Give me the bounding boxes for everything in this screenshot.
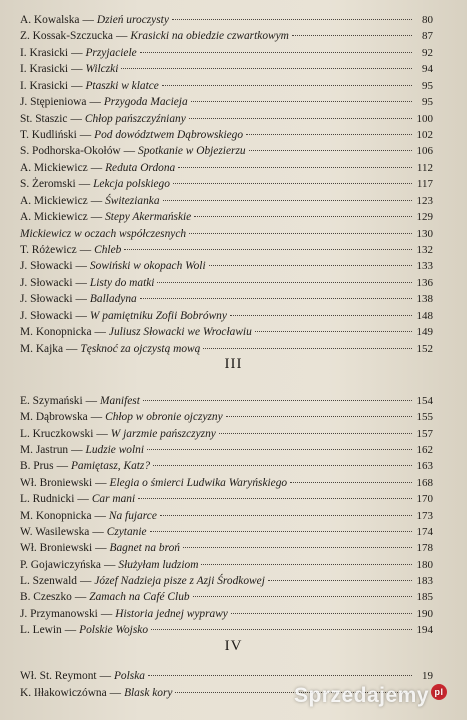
entry-dash: —	[82, 14, 94, 26]
entry-dash: —	[94, 326, 106, 339]
entry-dash: —	[71, 46, 83, 59]
entry-title: Dzień uroczysty	[96, 14, 169, 26]
entry-page-number: 130	[416, 227, 433, 240]
entry-author: L. Lewin	[20, 624, 62, 637]
entry-dash: —	[78, 178, 91, 191]
entry-page-number: 94	[422, 63, 433, 76]
entry-author: J. Słowacki	[20, 260, 73, 273]
dot-leader	[226, 416, 412, 417]
watermark-text: Sprzedajemy	[293, 684, 429, 707]
toc-entry	[20, 45, 433, 61]
entry-author: S. Podhorska-Okołów	[20, 145, 121, 158]
toc-entry	[20, 242, 433, 258]
toc-entry	[20, 143, 433, 159]
entry-page-number: 149	[416, 326, 433, 339]
entry-page-number: 117	[416, 178, 433, 191]
toc-entry	[20, 275, 433, 291]
toc-entry	[20, 209, 433, 225]
entry-title: Polskie Wojsko	[79, 624, 149, 637]
entry-page-number: 154	[416, 395, 433, 407]
entry-dash: —	[100, 607, 113, 620]
entry-page-number: 180	[416, 558, 433, 571]
entry-author: L. Szenwald	[20, 574, 77, 587]
entry-dash: —	[95, 542, 107, 555]
entry-dash: —	[70, 112, 82, 125]
entry-dash: —	[99, 670, 111, 682]
toc-entry	[20, 622, 433, 638]
toc-entry	[20, 442, 433, 458]
dot-leader	[173, 183, 412, 184]
entry-author: A. Kowalska	[20, 14, 80, 26]
entry-page-number: 136	[416, 276, 433, 289]
entry-title: Ludzie wolni	[85, 444, 145, 457]
toc-entry	[20, 12, 433, 28]
toc-entry	[20, 393, 433, 409]
entry-author: M. Konopnicka	[20, 509, 92, 522]
entry-page-number: 162	[416, 444, 433, 457]
entry-dash: —	[95, 476, 107, 489]
entry-author: P. Gojawiczyńska	[20, 558, 101, 571]
toc-entry	[20, 226, 433, 242]
entry-title: Wilczki	[85, 63, 119, 76]
toc-entry	[20, 341, 433, 357]
entry-title: Józef Nadzieja pisze z Azji Środkowej	[94, 574, 265, 587]
dot-leader	[231, 613, 412, 614]
entry-author: A. Mickiewicz	[20, 211, 88, 224]
entry-page-number: 87	[422, 30, 433, 43]
entry-title: Bagnet na broń	[109, 542, 180, 555]
dot-leader	[162, 85, 412, 86]
entry-dash: —	[92, 525, 104, 538]
entry-title: Spotkanie w Objezierzu	[138, 145, 246, 158]
dot-leader	[219, 433, 412, 434]
toc-entry	[20, 324, 433, 340]
entry-page-number: 100	[416, 112, 433, 125]
entry-title: Mickiewicz w oczach współczesnych	[20, 227, 187, 240]
entry-title: Przyjaciele	[85, 46, 137, 59]
entry-author: W. Wasilewska	[20, 525, 90, 538]
entry-page-number: 132	[416, 244, 433, 257]
entry-author: Wł. Broniewski	[20, 542, 93, 555]
entry-author: A. Mickiewicz	[20, 194, 88, 207]
entry-page-number: 190	[416, 607, 433, 620]
dot-leader	[178, 167, 412, 168]
entry-author: J. Przymanowski	[20, 607, 98, 620]
entry-page-number: 185	[416, 591, 433, 604]
entry-author: St. Staszic	[20, 112, 68, 125]
entry-author: J. Stępieniowa	[20, 96, 87, 109]
entry-dash: —	[90, 411, 103, 424]
toc-entry	[20, 475, 433, 491]
toc-entry	[20, 160, 433, 176]
dot-leader	[160, 515, 412, 516]
toc-entry	[20, 176, 433, 192]
entry-title: Pod dowództwem Dąbrowskiego	[94, 129, 244, 141]
entry-page-number: 133	[416, 260, 433, 273]
toc-entry	[20, 28, 433, 44]
entry-page-number: 173	[416, 509, 433, 522]
entry-dash: —	[90, 194, 103, 207]
entry-dash: —	[71, 444, 83, 457]
dot-leader	[143, 400, 412, 401]
toc-entry	[20, 258, 433, 274]
entry-page-number: 112	[416, 161, 433, 174]
entry-page-number: 178	[416, 542, 433, 555]
entry-dash: —	[90, 211, 103, 224]
entry-title: Chłop w obronie ojczyzny	[105, 411, 223, 424]
entry-title: Stepy Akermańskie	[105, 211, 192, 224]
entry-author: B. Czeszko	[20, 591, 72, 604]
entry-title: Czytanie	[106, 525, 147, 538]
entry-author: M. Jastrun	[20, 444, 69, 457]
entry-title: Krasicki na obiedzie czwartkowym	[130, 30, 289, 43]
dot-leader	[246, 134, 412, 135]
toc-entry	[20, 573, 433, 589]
toc-entry	[20, 557, 433, 573]
entry-author: M. Konopnicka	[20, 326, 92, 339]
entry-author: I. Krasicki	[20, 46, 69, 59]
entry-title: W jarzmie pańszczyzny	[110, 427, 216, 440]
entry-dash: —	[75, 260, 87, 273]
dot-leader	[148, 675, 412, 676]
entry-title: Car mani	[91, 493, 136, 506]
entry-title: Zamach na Café Club	[89, 591, 190, 604]
entry-page-number: 183	[416, 574, 433, 587]
dot-leader	[147, 449, 412, 450]
entry-title: Reduta Ordona	[105, 161, 176, 174]
dot-leader	[124, 249, 412, 250]
entry-dash: —	[66, 342, 78, 355]
dot-leader	[150, 531, 412, 532]
entry-dash: —	[79, 244, 92, 257]
entry-page-number: 123	[416, 194, 433, 207]
dot-leader	[268, 580, 412, 581]
entry-dash: —	[96, 427, 108, 440]
entry-title: Pamiętasz, Katz?	[70, 460, 151, 473]
entry-author: M. Dąbrowska	[20, 411, 88, 424]
entry-page-number: 92	[422, 46, 433, 59]
entry-title: Ptaszki w klatce	[85, 79, 159, 92]
entry-title: Świtezianka	[105, 194, 160, 207]
dot-leader	[172, 19, 412, 20]
dot-leader	[203, 348, 412, 349]
entry-dash: —	[109, 687, 122, 699]
entry-dash: —	[64, 624, 77, 637]
toc-entry	[20, 291, 433, 307]
entry-author: M. Kajka	[20, 342, 64, 355]
entry-page-number: 148	[416, 309, 433, 322]
toc-entry	[20, 111, 433, 127]
entry-dash: —	[116, 30, 128, 43]
entry-title: Balladyna	[89, 293, 137, 306]
entry-dash: —	[90, 161, 103, 174]
entry-page-number: 157	[416, 427, 433, 440]
entry-author: Wł. St. Reymont	[20, 670, 97, 682]
entry-author: A. Mickiewicz	[20, 161, 88, 174]
entry-title: Manifest	[100, 395, 140, 407]
entry-dash: —	[71, 79, 83, 92]
toc-entry	[20, 606, 433, 622]
entry-page-number: 95	[422, 79, 433, 92]
dot-leader	[183, 547, 412, 548]
entry-title: Chłop pańszczyźniany	[84, 112, 186, 125]
entry-page-number: 106	[416, 145, 433, 158]
entry-dash: —	[75, 309, 87, 322]
toc-entry	[20, 540, 433, 556]
toc-entry	[20, 458, 433, 474]
entry-dash: —	[75, 276, 87, 289]
dot-leader	[191, 101, 412, 102]
entry-title: Służyłam ludziom	[118, 558, 199, 571]
dot-leader	[189, 118, 412, 119]
entry-title: Historia jednej wyprawy	[115, 607, 228, 620]
toc-entry	[20, 78, 433, 94]
entry-title: Na fujarce	[108, 509, 157, 522]
entry-page-number: 19	[422, 670, 433, 682]
entry-title: Przygoda Macieja	[103, 96, 188, 109]
toc-entry	[20, 508, 433, 524]
entry-author: K. Iłłakowiczówna	[20, 687, 107, 699]
entry-page-number: 168	[416, 476, 433, 489]
toc-entry	[20, 589, 433, 605]
entry-title: Juliusz Słowacki we Wrocławiu	[108, 326, 252, 339]
entry-page-number: 170	[416, 493, 433, 506]
dot-leader	[209, 265, 412, 266]
entry-title: Elegia o śmierci Ludwika Waryńskiego	[109, 476, 288, 489]
entry-dash: —	[79, 574, 92, 587]
watermark-badge: pl	[431, 684, 447, 700]
entry-author: T. Różewicz	[20, 244, 77, 257]
entry-dash: —	[74, 591, 87, 604]
dot-leader	[121, 68, 412, 69]
entry-dash: —	[104, 558, 116, 571]
dot-leader	[151, 629, 412, 630]
toc-entry	[20, 127, 433, 143]
entry-title: Chleb	[94, 244, 122, 257]
dot-leader	[292, 35, 412, 36]
toc-entry	[20, 668, 433, 684]
dot-leader	[140, 52, 412, 53]
entry-page-number: 80	[422, 14, 433, 26]
dot-leader	[193, 596, 412, 597]
toc-entry	[20, 193, 433, 209]
entry-author: J. Słowacki	[20, 293, 73, 306]
entry-author: B. Prus	[20, 460, 54, 473]
dot-leader	[153, 465, 412, 466]
dot-leader	[138, 498, 412, 499]
toc-entry	[20, 491, 433, 507]
entry-author: L. Kruczkowski	[20, 427, 94, 440]
watermark-logo	[294, 684, 447, 708]
entry-page-number: 138	[416, 293, 433, 306]
entry-author: Z. Kossak-Szczucka	[20, 30, 113, 43]
entry-author: L. Rudnicki	[20, 493, 75, 506]
toc-entry	[20, 409, 433, 425]
entry-title: Polska	[113, 670, 145, 682]
entry-author: S. Żeromski	[20, 178, 76, 191]
entry-title: Lekcja polskiego	[93, 178, 170, 191]
entry-title: Tęsknoć za ojczystą mową	[80, 342, 201, 355]
entry-page-number: 194	[416, 624, 433, 637]
entry-dash: —	[89, 96, 101, 109]
dot-leader	[230, 315, 412, 316]
entry-page-number: 102	[416, 129, 433, 141]
section-heading-iii: III	[224, 356, 243, 372]
entry-dash: —	[56, 460, 68, 473]
entry-title: Listy do matki	[89, 276, 155, 289]
entry-dash: —	[85, 395, 98, 407]
entry-author: Wł. Broniewski	[20, 476, 93, 489]
entry-dash: —	[75, 293, 87, 306]
section-heading-iv: IV	[224, 638, 243, 654]
toc-entry	[20, 61, 433, 77]
dot-leader	[157, 282, 412, 283]
entry-page-number: 163	[416, 460, 433, 473]
entry-dash: —	[77, 493, 89, 506]
entry-author: T. Kudliński	[20, 129, 77, 141]
dot-leader	[140, 298, 412, 299]
entry-dash: —	[79, 129, 92, 141]
entry-title: Blask kory	[124, 687, 173, 699]
entry-author: E. Szymański	[20, 395, 83, 407]
dot-leader	[290, 482, 412, 483]
dot-leader	[249, 150, 412, 151]
entry-page-number: 155	[416, 411, 433, 424]
entry-author: I. Krasicki	[20, 79, 69, 92]
entry-dash: —	[123, 145, 136, 158]
entry-title: W pamiętniku Zofii Bobrówny	[89, 309, 227, 322]
entry-dash: —	[94, 509, 106, 522]
entry-page-number: 152	[416, 342, 433, 355]
entry-author: J. Słowacki	[20, 276, 73, 289]
toc-entry	[20, 308, 433, 324]
entry-author: J. Słowacki	[20, 309, 73, 322]
toc-entry	[20, 426, 433, 442]
entry-page-number: 174	[416, 525, 433, 538]
dot-leader	[189, 233, 412, 234]
dot-leader	[255, 331, 412, 332]
dot-leader	[201, 564, 412, 565]
entry-title: Sowiński w okopach Woli	[89, 260, 206, 273]
entry-page-number: 129	[416, 211, 433, 224]
dot-leader	[194, 216, 412, 217]
dot-leader	[163, 200, 412, 201]
toc-entry	[20, 94, 433, 110]
toc-entry	[20, 524, 433, 540]
entry-author: I. Krasicki	[20, 63, 69, 76]
entry-page-number: 95	[422, 96, 433, 109]
entry-dash: —	[71, 63, 83, 76]
